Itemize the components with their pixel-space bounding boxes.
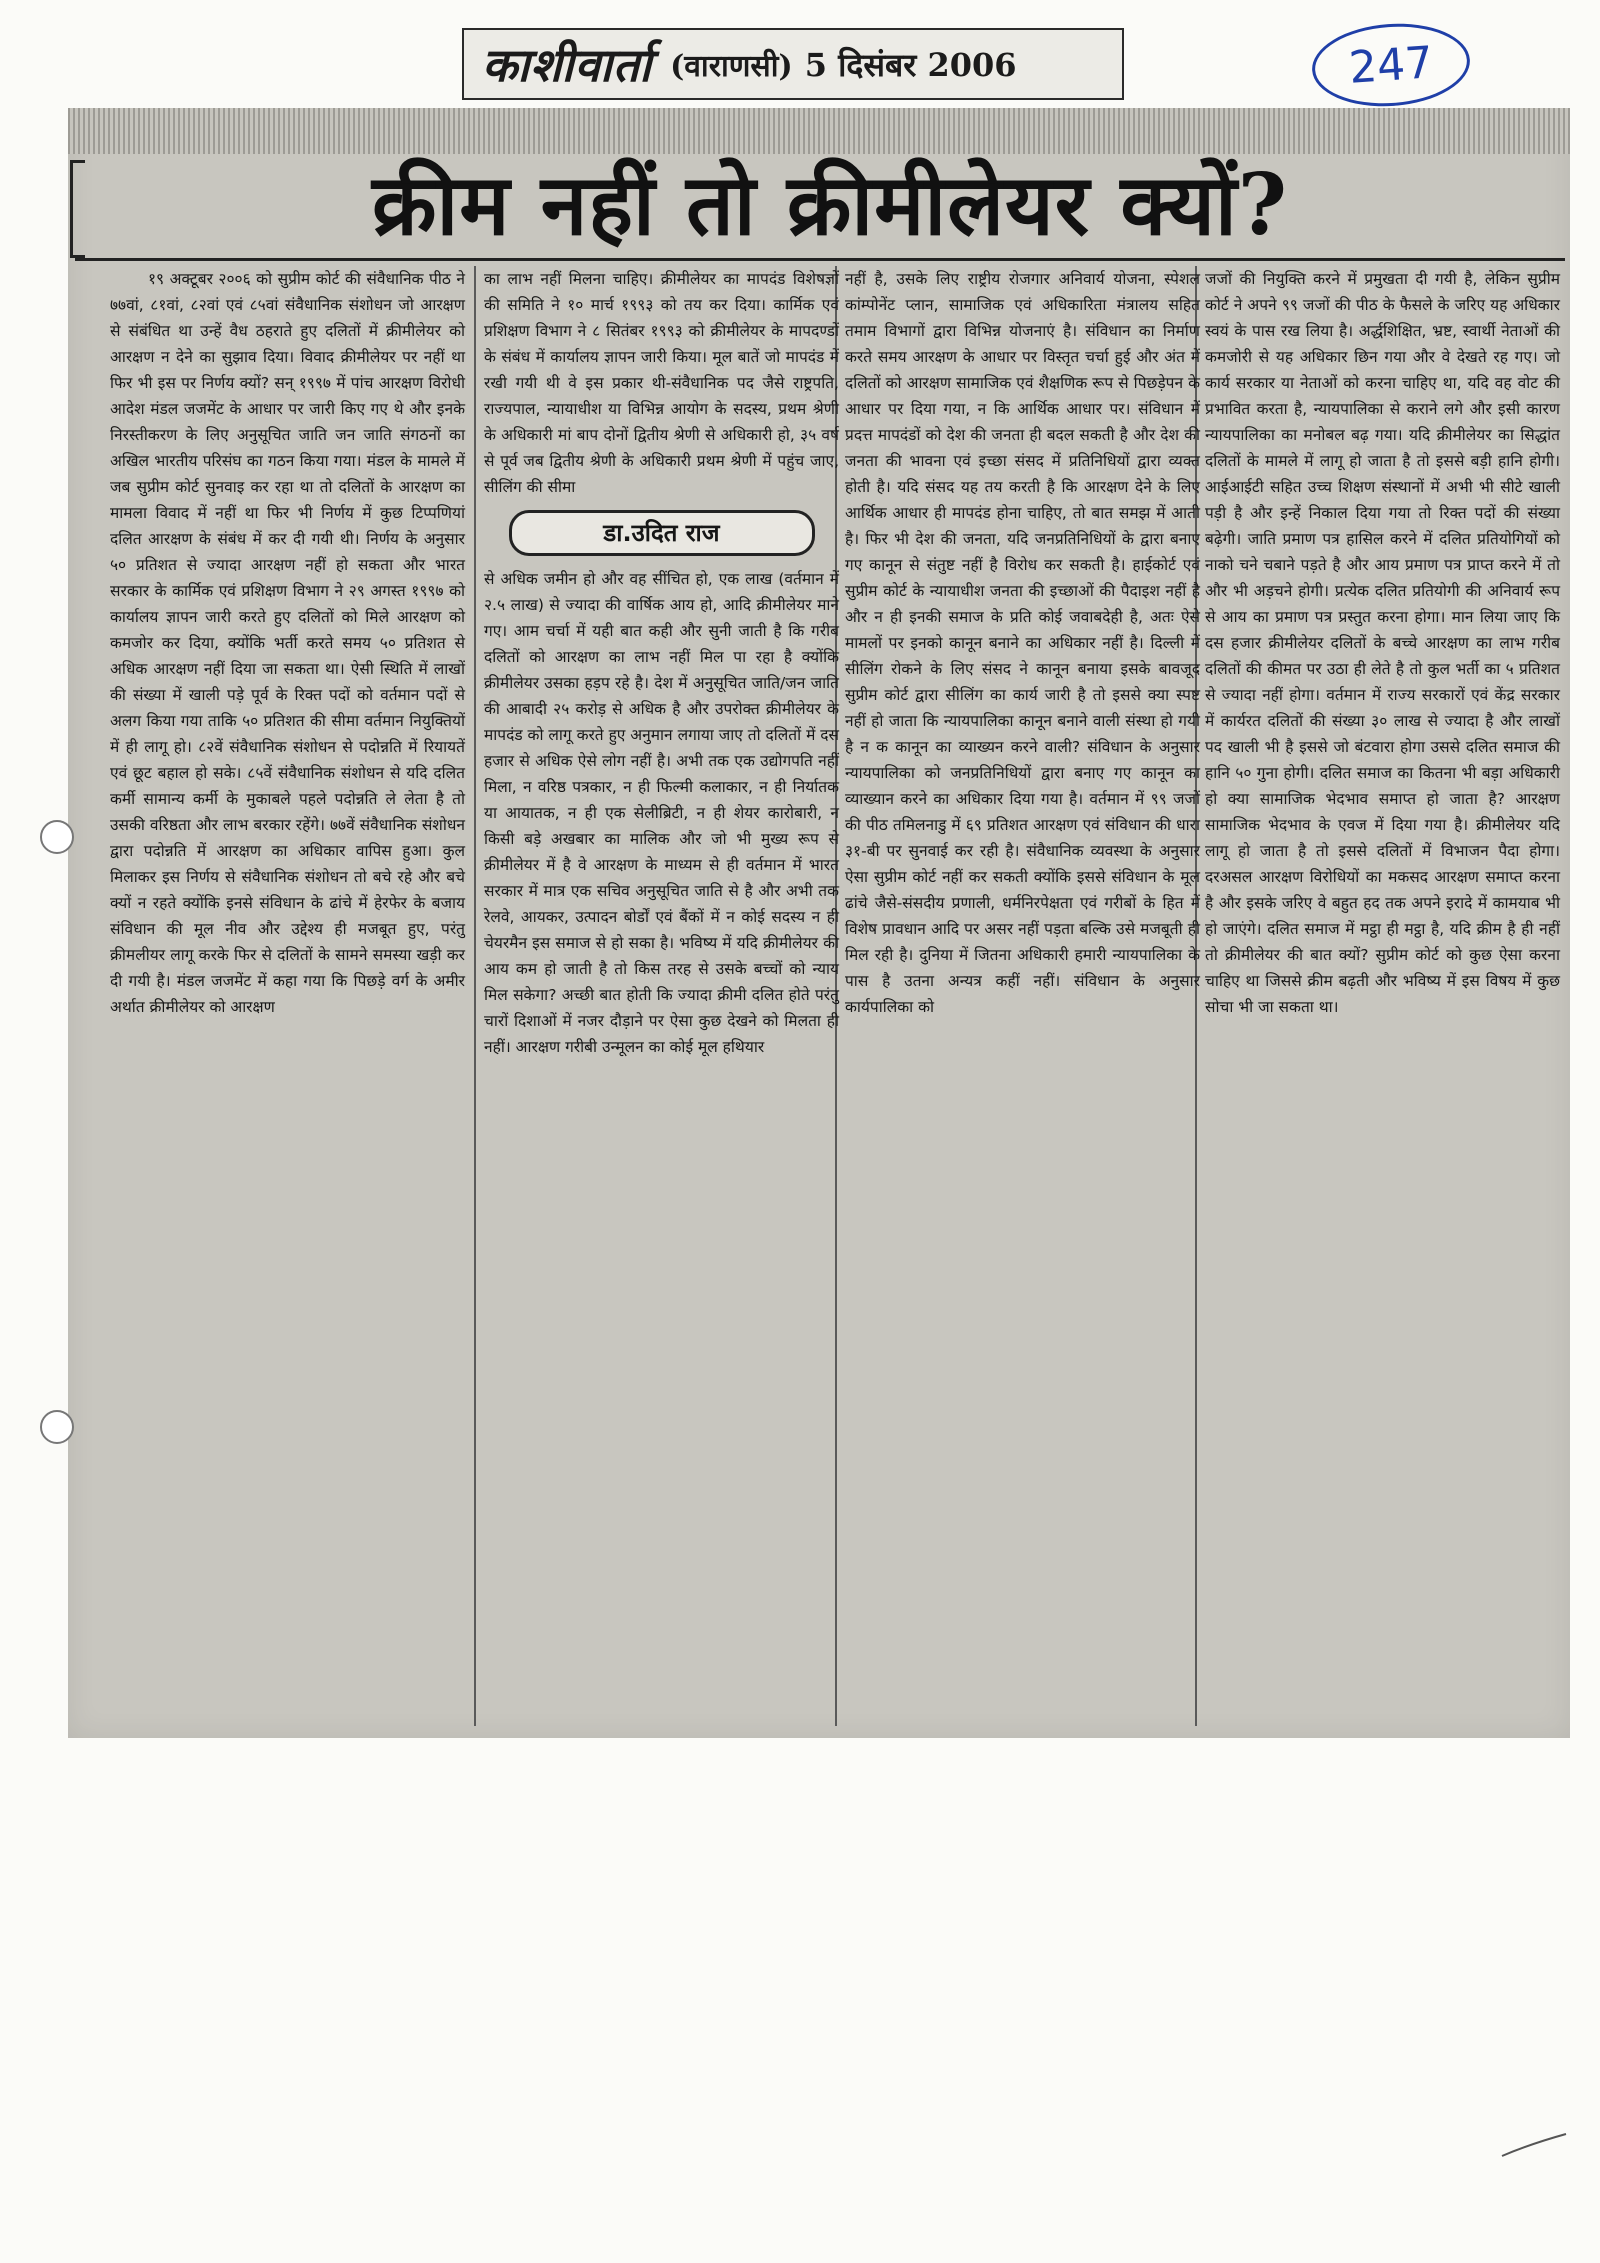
- newspaper-city: (वाराणसी): [670, 48, 793, 84]
- pen-stroke-mark: [1500, 2130, 1570, 2160]
- column-2-top-text: का लाभ नहीं मिलना चाहिए। क्रीमीलेयर का मापदंड विशेषज्ञों की समिति ने १० मार्च १९९३ को तय कर दिया। कार्मिक एवं प्रशिक्षण विभाग ने ८ सितंबर १९९३ को क्रीमीलेयर के मापदण्डों के संबंध में कार्यालय ज्ञापन जारी किया। मूल बातें जो मापदंड में रखी गयी थी वे इस प्रकार थी-संवैधानिक पद जैसे राष्ट्रपति, राज्यपाल, न्यायाधीश या विभिन्न आयोग के सदस्य, प्रथम श्रेणी के अधिकारी मां बाप दोनों द्वितीय श्रेणी से अधिकारी हो, ३५ वर्ष से पूर्व जब द्वितीय श्रेणी के अधिकारी प्रथम श्रेणी में पहुंच जाए, सीलिंग की सीमा: [484, 270, 839, 496]
- masthead: [462, 28, 1124, 100]
- handwritten-page-number: 247: [1309, 19, 1472, 112]
- punch-hole: [40, 1410, 74, 1444]
- column-2-bottom-text: से अधिक जमीन हो और वह सींचित हो, एक लाख (वर्तमान में २.५ लाख) से ज्यादा की वार्षिक आय हो, आदि क्रीमीलेयर माने गए। आम चर्चा में यही बात कही और सुनी जाती है कि गरीब दलितों को आरक्षण का लाभ नहीं मिल पा रहा है क्योंकि क्रीमीलेयर उसका हड़प रहे है। देश में अनुसूचित जाति/जन जाति की आबादी २५ करोड़ से अधिक है और उपरोक्त क्रीमीलेयर के मापदंड को लागू करते हुए अनुमान लगाया जाए तो दलितों में दस हजार से अधिक ऐसे लोग नहीं है। अभी तक एक उद्योगपति नहीं मिला, न वरिष्ठ पत्रकार, न ही फिल्मी कलाकार, न ही निर्यातक या आयातक, न ही एक सेलीब्रिटी, न ही शेयर कारोबारी, न किसी बड़े अखबार का मालिक और जो भी मुख्य रूप से क्रीमीलेयर में है वे आरक्षण के माध्यम से ही वर्तमान में भारत सरकार में मात्र एक सचिव अनुसूचित जाति से है और अभी तक रेलवे, आयकर, उत्पादन बोर्डों एवं बैंकों में न कोई सदस्य न ही चेयरमैन इस समाज से हो सका है। भविष्य में यदि क्रीमीलेयर की आय कम हो जाती है तो किस तरह से उसके बच्चों को न्याय मिल सकेगा? अच्छी बात होती कि ज्यादा क्रीमी दलित होते परंतु चारों दिशाओं में नजर दौड़ाने पर ऐसा कुछ देखने को मिलता ही नहीं। आरक्षण गरीबी उन्मूलन का कोई मूल हथियार: [484, 570, 839, 1056]
- article-column-4: जजों की नियुक्ति करने में प्रमुखता दी गयी है, लेकिन सुप्रीम कोर्ट ने अपने ९९ जजों की पीठ के फैसले के जरिए यह अधिकार स्वयं के पास रख लिया है। अर्द्धशिक्षित, भ्रष्ट, स्वार्थी नेताओं की कमजोरी से यह अधिकार छिन गया और वे देखते रह गए। जो कार्य सरकार या नेताओं को करना चाहिए था, यदि वह वोट की प्रभावित करता है, न्यायपालिका से कराने लगे और इसी कारण न्यायपालिका का मनोबल बढ़ गया। यदि क्रीमीलेयर का सिद्धांत दलितों के मामले में लागू हो जाता है तो इससे बड़ी हानि होगी। आईआईटी सहित उच्च शिक्षण संस्थानों में अभी भी सीटे खाली पड़ी है और इन्हें निकाल दिया गया तो रिक्त पदों की संख्या बढ़ेगी। जाति प्रमाण पत्र हासिल करने में दलित प्रतियोगियों को नाको चने चबाने पड़ते है और आय प्रमाण पत्र प्राप्त करने में तो और भी अड़चने होगी। प्रत्येक दलित प्रतियोगी की अनिवार्य रूप से आय का प्रमाण पत्र प्रस्तुत करना होगा। मान लिया जाए कि दस हजार क्रीमीलेयर दलितों के बच्चे आरक्षण का लाभ गरीब दलितों की कीमत पर उठा ही लेते है तो कुल भर्ती का ५ प्रतिशत से ज्यादा नहीं होगा। वर्तमान में राज्य सरकारों एवं केंद्र सरकार में कार्यरत दलितों की संख्या ३० लाख से ज्यादा है और लाखों पद खाली भी है इससे जो बंटवारा होगा उससे दलित समाज की हानि ५० गुना होगी। दलित समाज का कितना भी बड़ा अधिकारी हो क्या सामाजिक भेदभाव समाप्त हो जाता है? आरक्षण सामाजिक भेदभाव के एवज में दिया गया है। क्रीमीलेयर यदि लागू हो जाता है तो इससे दलितों में विभाजन पैदा होगा। दरअसल आरक्षण विरोधियों का मकसद आरक्षण समाप्त करना है और इसके जरिए वे बहुत हद तक अपने इरादे में कामयाब भी हो जाएंगे। दलित समाज में मट्ठा ही मट्ठा है, यदि क्रीम है ही नहीं तो क्रीमीलेयर की बात क्यों? सुप्रीम कोर्ट को कुछ ऐसा करना चाहिए था जिससे क्रीम बढ़ती और भविष्य में इस विषय में कुछ सोचा भी जा सकता था।: [1205, 270, 1560, 1016]
- article-column-1: १९ अक्टूबर २००६ को सुप्रीम कोर्ट की संवैधानिक पीठ ने ७७वां, ८१वां, ८२वां एवं ८५वां संवैधानिक संशोधन जो आरक्षण से संबंधित था उन्हें वैध ठहराते हुए दलितों में क्रीमीलेयर को आरक्षण न देने का सुझाव दिया। विवाद क्रीमीलेयर पर नहीं था फिर भी इस पर निर्णय क्यों? सन् १९९७ में पांच आरक्षण विरोधी आदेश मंडल जजमेंट के आधार पर जारी किए गए थे और इनके निरस्तीकरण के लिए अनुसूचित जाति जन जाति संगठनों का अखिल भारतीय परिसंघ का गठन किया गया। मंडल के मामले में जब सुप्रीम कोर्ट सुनवाइ कर रहा था तो दलितों के आरक्षण का मामला विवाद में नहीं था फिर भी निर्णय में कुछ टिप्पणियां दलित आरक्षण के संबंध में कर दी गयी थी। निर्णय के अनुसार ५० प्रतिशत से ज्यादा आरक्षण नहीं हो सकता और भारत सरकार के कार्मिक एवं प्रशिक्षण विभाग ने २९ अगस्त १९९७ को कार्यालय ज्ञापन जारी करते हुए दलितों को मिले आरक्षण को कमजोर कर दिया, क्योंकि भर्ती करते समय ५० प्रतिशत से अधिक आरक्षण नहीं दिया जा सकता था। ऐसी स्थिति में लाखों की संख्या में खाली पड़े पूर्व के रिक्त पदों को वर्तमान पदों से अलग किया गया ताकि ५० प्रतिशत की सीमा वर्तमान नियुक्तियों में ही लागू हो। ८२वें संवैधानिक संशोधन से पदोन्नति में रियायतें एवं छूट बहाल हो सके। ८५वें संवैधानिक संशोधन से यदि दलित कर्मी सामान्य कर्मी के मुकाबले पहले पदोन्नति ले लेता है तो उसकी वरिष्ठता और लाभ बरकार रहेंगे। ७७वें संवैधानिक संशोधन द्वारा पदोन्नति में आरक्षण का अधिकार वापिस हुआ। कुल मिलाकर इस निर्णय से संवैधानिक संशोधन तो बचे रहे और बचे क्यों न रहते क्योंकि इनसे संविधान के ढांचे में हेरफेर के बजाय संविधान की मूल नीव और उद्देश्य ही मजबूत हुए, परंतु क्रीमलीयर लागू करके फिर से दलितों के सामने समस्या खड़ी कर दी गयी है। मंडल जजमेंट में कहा गया कि पिछड़े वर्ग के अमीर अर्थात क्रीमीलेयर को आरक्षण: [110, 270, 465, 1016]
- author-byline: डा.उदित राज: [509, 510, 815, 556]
- article-column-2: [484, 266, 839, 1060]
- headline-rule: [75, 258, 1565, 261]
- newspaper-name: काशीवार्ता: [482, 38, 653, 92]
- corner-bracket: [70, 160, 85, 258]
- punch-hole: [40, 820, 74, 854]
- article-headline: क्रीम नहीं तो क्रीमीलेयर क्यों?: [371, 155, 1288, 254]
- newspaper-date: 5 दिसंबर 2006: [804, 45, 1017, 84]
- article-column-3: नहीं है, उसके लिए राष्ट्रीय रोजगार अनिवार्य योजना, स्पेशल कांम्पोनेंट प्लान, सामाजिक एवं अधिकारिता मंत्रालय सहित तमाम विभागों द्वारा विभिन्न योजनाएं है। संविधान का निर्माण करते समय आरक्षण के आधार पर विस्तृत चर्चा हुई और अंत में दलितों को आरक्षण सामाजिक एवं शैक्षणिक रूप से पिछड़ेपन के आधार पर दिया गया, न कि आर्थिक आधार पर। संविधान में प्रदत्त मापदंडों को देश की जनता ही बदल सकती है और देश की जनता की भावना एवं इच्छा संसद में प्रतिनिधियों द्वारा व्यक्त होती है। यदि संसद यह तय करती है कि आरक्षण देने के लिए आर्थिक आधार ही मापदंड होना चाहिए, तो बात समझ में आती है। फिर भी देश की जनता, यदि जनप्रतिनिधियों के द्वारा बनाए गए कानून से संतुष्ट नहीं है विरोध कर सकती है। हाईकोर्ट एवं सुप्रीम कोर्ट के न्यायाधीश जनता की इच्छाओं की पैदाइश नहीं है और न ही इनकी समाज के प्रति कोई जवाबदेही है, अतः ऐसे मामलों पर इनको कानून बनाने का अधिकार नहीं है। दिल्ली में सीलिंग रोकने के लिए संसद ने कानून बनाया इसके बावजूद सुप्रीम कोर्ट द्वारा सीलिंग का कार्य जारी है तो इससे क्या स्पष्ट नहीं हो जाता कि न्यायपालिका कानून बनाने वाली संस्था हो गयी है न क कानून का व्याख्यन करने वाली? संविधान के अनुसार न्यायपालिका को जनप्रतिनिधियों द्वारा बनाए गए कानून का व्याख्यान करने का अधिकार दिया गया है। वर्तमान में ९९ जजों की पीठ तमिलनाडु में ६९ प्रतिशत आरक्षण एवं संविधान की धारा ३१-बी पर सुनवाई कर रही है। संवैधानिक व्यवस्था के अनुसार ऐसा सुप्रीम कोर्ट नहीं कर सकती क्योंकि इससे संविधान के मूल ढांचे जैसे-संसदीय प्रणाली, धर्मनिरपेक्षता एवं गरीबों के हित में विशेष प्रावधान आदि पर असर नहीं पड़ता बल्कि उसे मजबूती ही मिल रही है। दुनिया में जितना अधिकारी हमारी न्यायपालिका के पास है उतना अन्यत्र कहीं नहीं। संविधान के अनुसार कार्यपालिका को: [845, 270, 1200, 1016]
- column-divider: [474, 266, 476, 1726]
